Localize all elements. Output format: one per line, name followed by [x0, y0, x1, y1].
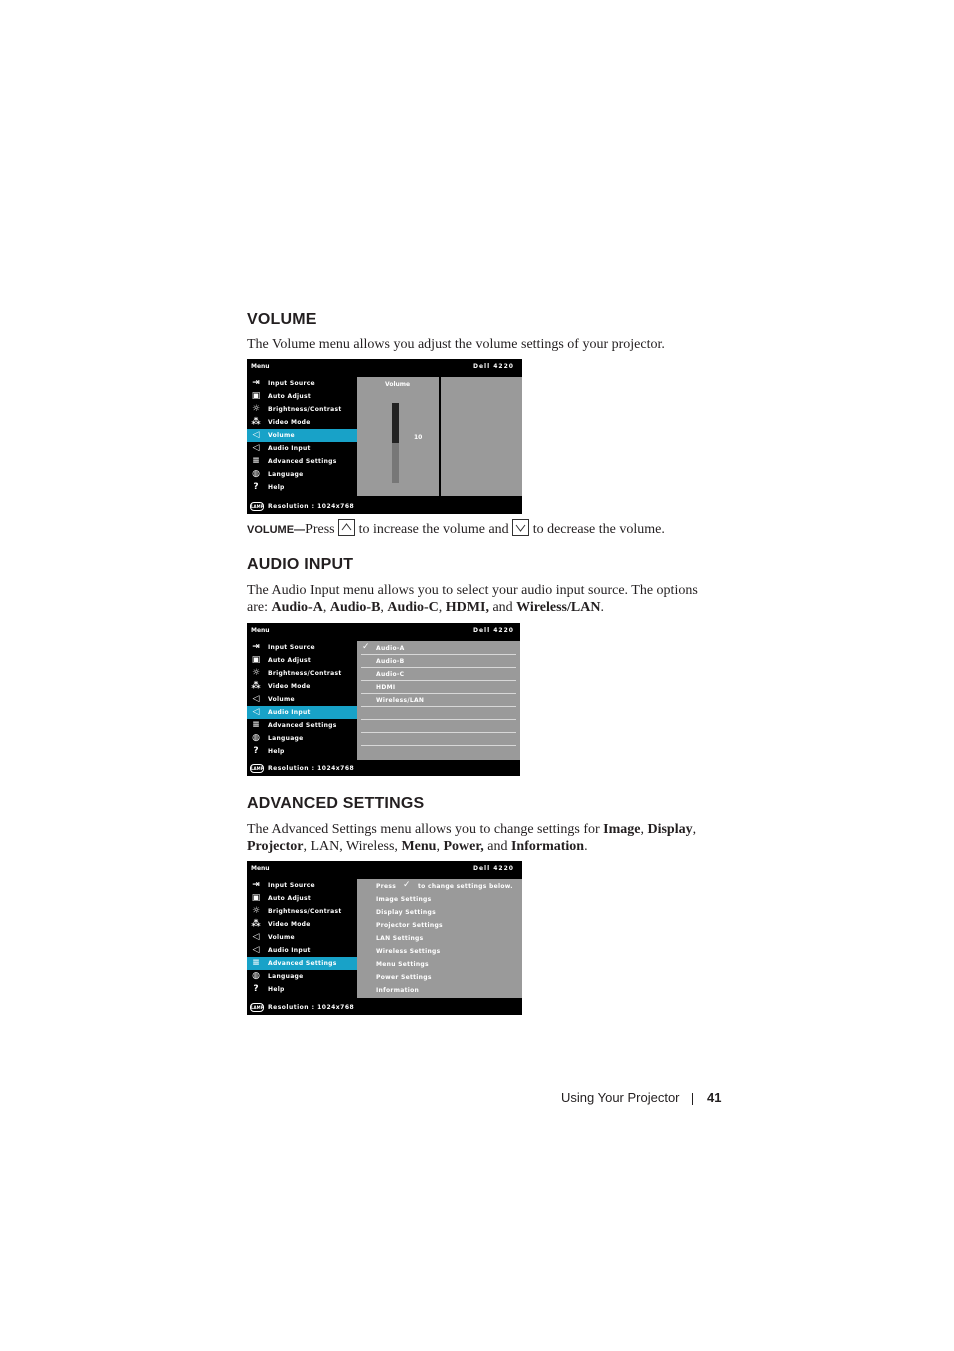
auto-adjust-icon: ▣: [251, 655, 261, 665]
osd-item-volume[interactable]: ◁ Volume: [252, 932, 295, 942]
osd-item-input-source[interactable]: ⇥ Input Source: [252, 378, 315, 388]
lamp-icon: LAMP: [251, 766, 264, 771]
up-arrow-icon: [338, 519, 355, 536]
volume-slider[interactable]: [392, 403, 399, 483]
osd-model: Dell 4220: [473, 865, 514, 872]
auto-adjust-icon: ▣: [251, 391, 261, 401]
osd-resolution: Resolution : 1024x768: [268, 765, 355, 772]
osd-item-language[interactable]: ◍ Language: [252, 971, 304, 981]
osd-item-advanced-settings[interactable]: ≡ Advanced Settings: [252, 456, 337, 466]
adv-option[interactable]: Power Settings: [376, 974, 432, 981]
adv-option[interactable]: Information: [376, 987, 420, 994]
adv-option[interactable]: Projector Settings: [376, 922, 443, 929]
osd-item-video-mode[interactable]: ⁂ Video Mode: [251, 919, 311, 929]
osd-title-bar: [247, 623, 520, 641]
volume-label: Volume: [385, 381, 411, 388]
input-source-icon: ⇥: [252, 378, 260, 388]
video-mode-icon: ⁂: [251, 417, 261, 427]
check-icon: ✓: [403, 880, 411, 890]
adv-option[interactable]: Wireless Settings: [376, 948, 441, 955]
page-number: 41: [707, 1090, 722, 1105]
osd-item-audio-input[interactable]: ◁ Audio Input: [252, 443, 311, 453]
audio-input-icon: ◁: [252, 945, 260, 955]
osd-item-input-source[interactable]: ⇥ Input Source: [252, 880, 315, 890]
osd-item-help[interactable]: ? Help: [247, 983, 357, 996]
speaker-icon: ◁: [252, 932, 260, 942]
sliders-icon: ≡: [252, 456, 260, 466]
globe-icon: ◍: [252, 469, 260, 479]
osd-item-volume[interactable]: ◁ Volume: [247, 429, 357, 442]
footer-section-title: Using Your Projector: [561, 1090, 680, 1105]
globe-icon: ◍: [252, 733, 260, 743]
audio-input-icon: ◁: [252, 707, 260, 717]
osd-item-video-mode[interactable]: ⁂ Video Mode: [251, 681, 311, 691]
osd-item-advanced-settings[interactable]: ≡ Advanced Settings: [252, 720, 337, 730]
lamp-icon: LAMP: [251, 1005, 264, 1010]
advanced-options-panel: [357, 879, 522, 998]
audio-option[interactable]: Wireless/LAN: [376, 697, 425, 704]
osd-item-volume[interactable]: ◁ Volume: [252, 694, 295, 704]
advanced-settings-osd-screenshot: [247, 861, 522, 1015]
volume-osd-screenshot: [247, 359, 522, 514]
help-icon: ?: [253, 984, 259, 994]
volume-slider-fill: [392, 443, 399, 483]
osd-item-language[interactable]: ◍ Language: [252, 733, 304, 743]
osd-model: Dell 4220: [473, 627, 514, 634]
osd-footer: [247, 498, 522, 514]
audio-option[interactable]: Audio-C: [376, 671, 405, 678]
osd-item-brightness[interactable]: ☼ Brightness/Contrast: [251, 906, 342, 916]
video-mode-icon: ⁂: [251, 681, 261, 691]
osd-item-advanced-settings[interactable]: ≡ Advanced Settings: [247, 957, 357, 970]
adv-press-label: Press: [376, 883, 397, 890]
speaker-icon: ◁: [252, 694, 260, 704]
brightness-icon: ☼: [251, 906, 261, 916]
osd-item-auto-adjust[interactable]: ▣ Auto Adjust: [251, 893, 312, 903]
sliders-icon: ≡: [252, 720, 260, 730]
footer-divider: [692, 1093, 693, 1105]
osd-item-auto-adjust[interactable]: ▣ Auto Adjust: [251, 655, 312, 665]
audio-input-osd-screenshot: [247, 623, 520, 776]
audio-option[interactable]: HDMI: [376, 684, 396, 691]
adv-option[interactable]: Menu Settings: [376, 961, 429, 968]
osd-item-brightness[interactable]: ☼ Brightness/Contrast: [251, 668, 342, 678]
volume-empty-panel: [441, 377, 522, 496]
check-icon: ✓: [362, 642, 370, 652]
input-source-icon: ⇥: [252, 642, 260, 652]
volume-intro: The Volume menu allows you adjust the volume settings of your projector.: [247, 337, 665, 352]
osd-title-bar: [247, 359, 522, 377]
osd-menu-title: Menu: [251, 627, 270, 634]
advanced-settings-heading: ADVANCED SETTINGS: [247, 795, 425, 812]
osd-resolution: Resolution : 1024x768: [268, 503, 355, 510]
adv-press-hint: to change settings below.: [418, 883, 513, 890]
osd-model: Dell 4220: [473, 363, 514, 370]
auto-adjust-icon: ▣: [251, 893, 261, 903]
osd-resolution: Resolution : 1024x768: [268, 1004, 355, 1011]
volume-term: VOLUME—: [247, 524, 306, 536]
osd-item-help[interactable]: ? Help: [247, 745, 357, 758]
sliders-icon: ≡: [252, 958, 260, 968]
volume-value: 10: [414, 434, 423, 441]
audio-input-intro: The Audio Input menu allows you to select your audio input source. The options are: Audio-A, Audio-B, Audio-C, HDMI, and Wireless/LAN.: [247, 583, 698, 615]
osd-item-audio-input[interactable]: ◁ Audio Input: [247, 706, 357, 719]
lamp-icon: LAMP: [251, 504, 264, 509]
brightness-icon: ☼: [251, 668, 261, 678]
osd-item-auto-adjust[interactable]: ▣ Auto Adjust: [251, 391, 312, 401]
osd-footer: [247, 999, 522, 1015]
speaker-icon: ◁: [252, 430, 260, 440]
adv-option[interactable]: LAN Settings: [376, 935, 424, 942]
video-mode-icon: ⁂: [251, 919, 261, 929]
input-source-icon: ⇥: [252, 880, 260, 890]
audio-options-panel: [357, 641, 520, 760]
help-icon: ?: [253, 746, 259, 756]
osd-menu-title: Menu: [251, 865, 270, 872]
help-icon: ?: [253, 482, 259, 492]
audio-input-heading: AUDIO INPUT: [247, 556, 354, 573]
volume-heading: VOLUME: [247, 311, 317, 328]
osd-title-bar: [247, 861, 522, 879]
osd-footer: [247, 760, 520, 776]
osd-menu-title: Menu: [251, 363, 270, 370]
down-arrow-icon: [512, 519, 529, 536]
osd-item-video-mode[interactable]: ⁂ Video Mode: [251, 417, 311, 427]
adv-option[interactable]: Image Settings: [376, 896, 432, 903]
globe-icon: ◍: [252, 971, 260, 981]
osd-item-brightness[interactable]: ☼ Brightness/Contrast: [251, 404, 342, 414]
volume-panel: [357, 377, 439, 496]
volume-instruction: VOLUME—Press to increase the volume and to decrease the volume.: [247, 519, 665, 539]
audio-option[interactable]: Audio-A: [376, 645, 405, 652]
osd-item-help[interactable]: ? Help: [247, 481, 357, 494]
audio-option[interactable]: Audio-B: [376, 658, 405, 665]
advanced-settings-intro: The Advanced Settings menu allows you to change settings for Image, Display, Projector, LAN, Wireless, Menu, Power, and Information.: [247, 822, 697, 854]
osd-item-input-source[interactable]: ⇥ Input Source: [252, 642, 315, 652]
adv-option[interactable]: Display Settings: [376, 909, 436, 916]
osd-item-language[interactable]: ◍ Language: [252, 469, 304, 479]
osd-item-audio-input[interactable]: ◁ Audio Input: [252, 945, 311, 955]
audio-input-icon: ◁: [252, 443, 260, 453]
brightness-icon: ☼: [251, 404, 261, 414]
